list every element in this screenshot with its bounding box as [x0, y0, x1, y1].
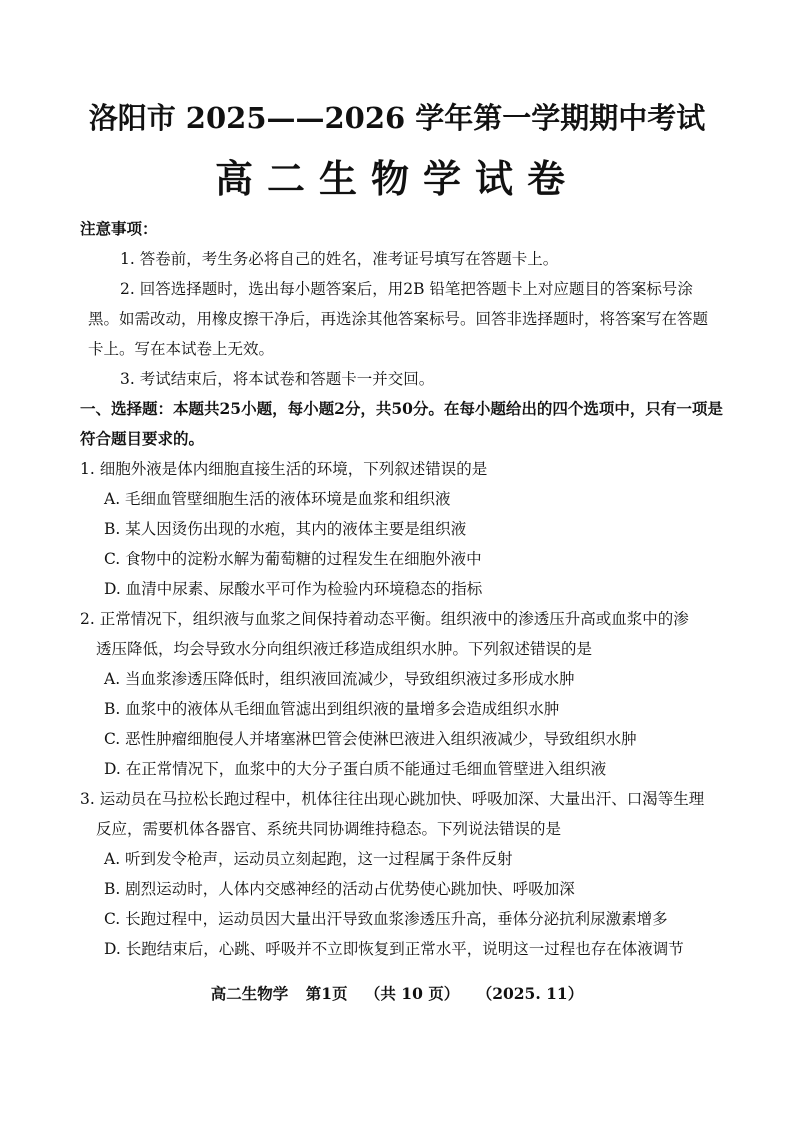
question-1	[80, 454, 710, 604]
notice-heading: 注意事项：	[80, 219, 158, 238]
option-b: B. 某人因烫伤出现的水疱，其内的液体主要是组织液	[104, 520, 467, 538]
exam-subtitle: 高二生物学试卷	[214, 156, 579, 201]
question-2	[80, 604, 710, 784]
question-stem: 1. 细胞外液是体内细胞直接生活的环境，下列叙述错误的是	[80, 460, 488, 478]
notice-item: 3. 考试结束后，将本试卷和答题卡一并交回。	[120, 370, 435, 388]
question-stem-continued: 反应，需要机体各器官、系统共同协调维持稳态。下列说法错误的是	[96, 820, 562, 838]
option-c: C. 食物中的淀粉水解为葡萄糖的过程发生在细胞外液中	[104, 550, 482, 568]
page-footer	[0, 982, 794, 1004]
notice-item-continued: 卡上。写在本试卷上无效。	[88, 340, 275, 358]
option-a: A. 当血浆渗透压降低时，组织液回流减少，导致组织液过多形成水肿	[104, 670, 575, 688]
option-c: C. 恶性肿瘤细胞侵人并堵塞淋巴管会使淋巴液进入组织液减少，导致组织水肿	[104, 730, 637, 748]
notice-item: 1. 答卷前，考生务必将自己的姓名，准考证号填写在答题卡上。	[120, 250, 559, 268]
option-a: A. 毛细血管壁细胞生活的液体环境是血浆和组织液	[104, 490, 451, 508]
notice-item-continued: 黑。如需改动，用橡皮擦干净后，再选涂其他答案标号。回答非选择题时，将答案写在答题	[88, 310, 709, 328]
option-d: D. 在正常情况下，血浆中的大分子蛋白质不能通过毛细血管壁进入组织液	[104, 760, 607, 778]
footer-date: （2025. 11）	[476, 984, 584, 1003]
option-a: A. 听到发令枪声，运动员立刻起跑，这一过程属于条件反射	[104, 850, 513, 868]
option-c: C. 长跑过程中，运动员因大量出汗导致血浆渗透压升高，垂体分泌抗利尿激素增多	[104, 910, 668, 928]
footer-page-number: 第1页	[305, 984, 348, 1003]
option-b: B. 血浆中的液体从毛细血管滤出到组织液的量增多会造成组织水肿	[104, 700, 560, 718]
question-stem: 3. 运动员在马拉松长跑过程中，机体往往出现心跳加快、呼吸加深、大量出汗、口渴等生理	[80, 790, 705, 808]
exam-body	[80, 214, 723, 964]
section-heading-continued: 符合题目要求的。	[80, 429, 205, 448]
option-b: B. 剧烈运动时，人体内交感神经的活动占优势使心跳加快、呼吸加深	[104, 880, 575, 898]
footer-total-pages: （共 10 页）	[364, 984, 460, 1003]
question-3	[80, 784, 710, 964]
footer-subject: 高二生物学	[210, 984, 289, 1003]
option-d: D. 长跑结束后，心跳、呼吸并不立即恢复到正常水平，说明这一过程也存在体液调节	[104, 940, 684, 958]
option-d: D. 血清中尿素、尿酸水平可作为检验内环境稳态的指标	[104, 580, 483, 598]
notice-item: 2. 回答选择题时，选出每小题答案后，用2B 铅笔把答题卡上对应题目的答案标号涂	[120, 280, 693, 298]
exam-title: 洛阳市 2025——2026 学年第一学期期中考试	[88, 101, 706, 135]
question-stem-continued: 透压降低，均会导致水分向组织液迁移造成组织水肿。下列叙述错误的是	[96, 640, 593, 658]
section-heading: 一、选择题：本题共25小题，每小题2分，共50分。在每小题给出的四个选项中，只有一项是	[80, 399, 723, 418]
question-stem: 2. 正常情况下，组织液与血浆之间保持着动态平衡。组织液中的渗透压升高或血浆中的渗	[80, 610, 689, 628]
